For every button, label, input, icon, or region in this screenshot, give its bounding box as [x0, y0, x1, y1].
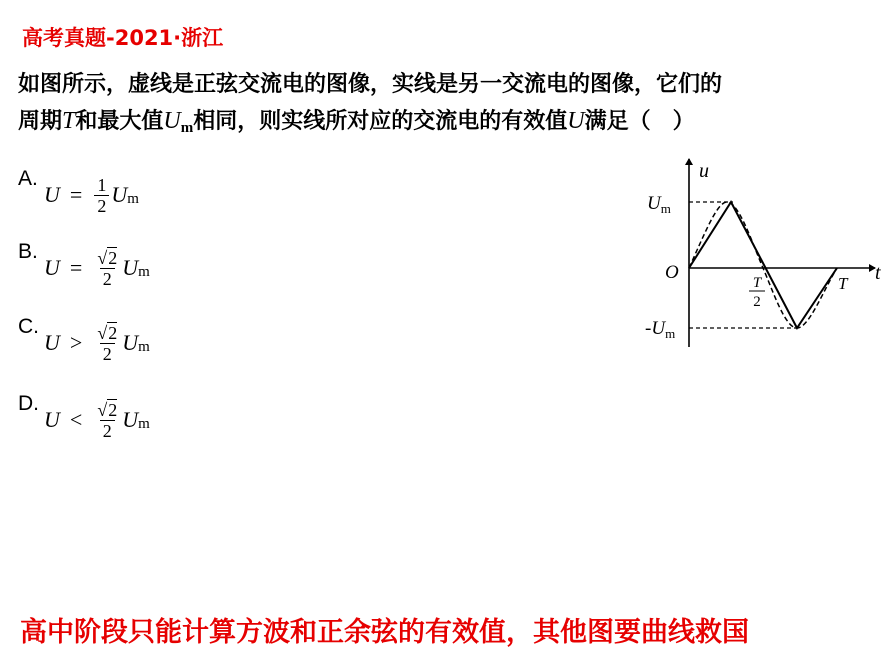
half-period-numerator: T — [752, 275, 762, 291]
question-line-2: 周期T和最大值Um相同，则实线所对应的交流电的有效值U满足（ ） — [18, 108, 695, 136]
option-letter: A. — [18, 167, 38, 190]
half-period-denominator: 2 — [753, 294, 761, 310]
peak-label: $U_m$ — [647, 193, 671, 216]
trough-label: $-U_m$ — [645, 318, 676, 341]
t-axis-label: t — [875, 262, 881, 284]
option-letter: C. — [18, 315, 39, 338]
waveform-diagram — [645, 155, 885, 350]
footer-note: 高中阶段只能计算方波和正余弦的有效值，其他图要曲线救国 — [20, 617, 749, 648]
u-axis-label: u — [699, 160, 709, 182]
option-formula: U = $\frac{1}{2}$ U m — [44, 174, 139, 216]
period-label: T — [838, 274, 848, 293]
question-stem — [18, 66, 886, 143]
question-line-1: 如图所示，虚线是正弦交流电的图像，实线是另一交流电的图像，它们的 — [18, 71, 723, 97]
option-formula: U < $\frac{√2}{2}$ U m — [44, 399, 150, 441]
option-formula: U = $\frac{√2}{2}$ U m — [44, 247, 150, 289]
option-letter: D. — [18, 392, 39, 415]
option-letter: B. — [18, 240, 38, 263]
source-tag: 高考真题-2021·浙江 — [22, 26, 224, 50]
option-formula: U > $\frac{√2}{2}$ U m — [44, 322, 150, 364]
origin-label: O — [665, 262, 679, 283]
